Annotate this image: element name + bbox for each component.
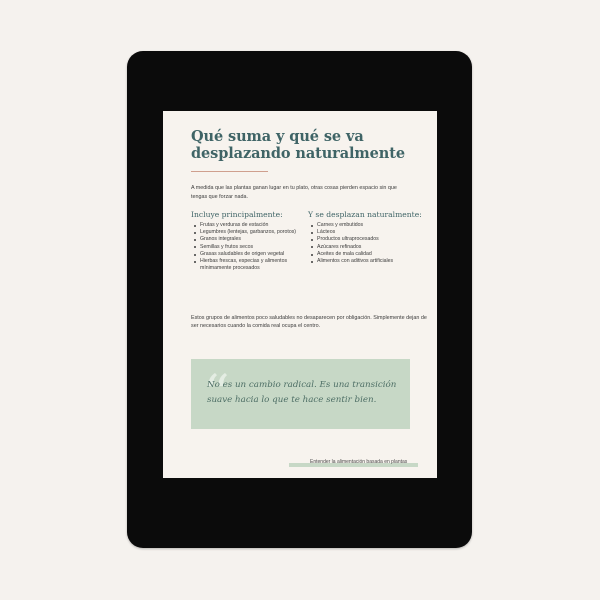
displaced-heading: Y se desplazan naturalmente: <box>308 210 422 219</box>
title-underline <box>191 171 268 172</box>
list-item: Frutas y verduras de estación <box>191 222 299 229</box>
intro-paragraph: A medida que las plantas ganan lugar en tu plato, otras cosas pierden espacio sin que tengas que forzar nada. <box>191 185 397 200</box>
quote-box <box>191 359 410 429</box>
list-item: Grasas saludables de origen vegetal <box>191 251 299 258</box>
includes-list <box>191 222 299 272</box>
list-item: Legumbres (lentejas, garbanzos, porotos) <box>191 229 299 236</box>
list-item: Granos integrales <box>191 236 299 243</box>
document-page <box>163 111 437 478</box>
list-item: Carnes y embutidos <box>308 222 426 229</box>
displaced-column <box>308 210 426 265</box>
footer-text: Entender la alimentación basada en plantas <box>310 459 408 465</box>
list-item: Azúcares refinados <box>308 244 426 251</box>
includes-heading: Incluye principalmente: <box>191 210 283 219</box>
list-item: Lácteos <box>308 229 426 236</box>
includes-column <box>191 210 299 272</box>
list-item: Productos ultraprocesados <box>308 236 426 243</box>
displaced-list <box>308 222 426 265</box>
list-item: Hierbas frescas, especias y alimentos mínimamente procesados <box>191 258 299 272</box>
page-title: Qué suma y qué se va desplazando naturalmente <box>191 128 405 162</box>
quote-text: No es un cambio radical. Es una transición suave hacia lo que te hace sentir bien. <box>207 380 397 405</box>
closing-paragraph: Estos grupos de alimentos poco saludables no desaparecen por obligación. Simplemente dejan de ser necesarios cuando la comida real ocupa el centro. <box>191 315 427 330</box>
quote-mark-icon: “ <box>203 365 230 425</box>
list-item: Alimentos con aditivos artificiales <box>308 258 426 265</box>
list-item: Aceites de mala calidad <box>308 251 426 258</box>
list-item: Semillas y frutos secos <box>191 244 299 251</box>
